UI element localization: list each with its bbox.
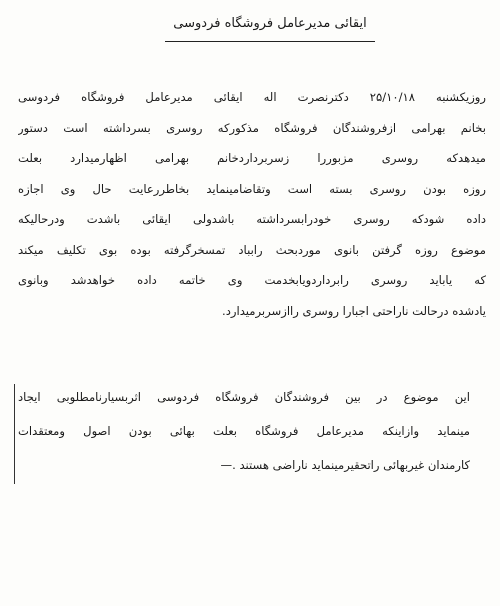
paragraph-1	[18, 82, 486, 326]
document-title: ایقائی مدیرعامل فروشگاه فردوسی	[173, 16, 367, 31]
paragraph-1-line: داده شودکه روسری خودرابسرداشته باشدولی ایقائی باشدت ودرحالیکه	[18, 212, 486, 226]
paragraph-1-line: یادشده درحالت ناراحتی اجبارا روسری راازسربرمیدارد.	[222, 303, 486, 318]
title-underline	[165, 41, 375, 42]
paragraph-2-line: مینماید وازاینکه مدیرعامل فروشگاه بعلت بهائی بودن اصول ومعتقدات	[18, 424, 470, 438]
paragraph-1-line: بخانم بهرامی ازفروشندگان فروشگاه مذکورکه روسری بسرداشته است دستور	[18, 120, 486, 135]
margin-bracket	[14, 384, 15, 484]
paragraph-1-line: که یاباید روسری رابرداردویابخدمت وی خاتمه داده خواهدشد وبانوی	[18, 273, 486, 287]
paragraph-2	[18, 380, 470, 482]
paragraph-2-line: کارمندان غیربهائی راتحقیرمینماید ناراضی هستند .—	[220, 458, 470, 472]
paragraph-1-line: روزه بودن روسری بسته است وتقاضامینماید بخاطررعایت حال وی اجازه	[18, 181, 486, 196]
paragraph-2-line: این موضوع در بین فروشندگان فروشگاه فردوسی اثربسیارنامطلوبی ایجاد	[18, 390, 470, 404]
paragraph-1-line: روزیکشنبه ۲۵/۱۰/۱۸ دکترنصرت اله ایقائی مدیرعامل فروشگاه فردوسی	[18, 90, 486, 104]
paragraph-1-line: میدهدکه روسری مزبوررا زسربرداردخانم بهرامی اظهارمیدارد بعلت	[18, 151, 486, 165]
paragraph-1-line: موضوع روزه گرفتن بانوی موردبحث رابباد تمسخرگرفته بوده بوی تکلیف میکند	[18, 242, 486, 257]
